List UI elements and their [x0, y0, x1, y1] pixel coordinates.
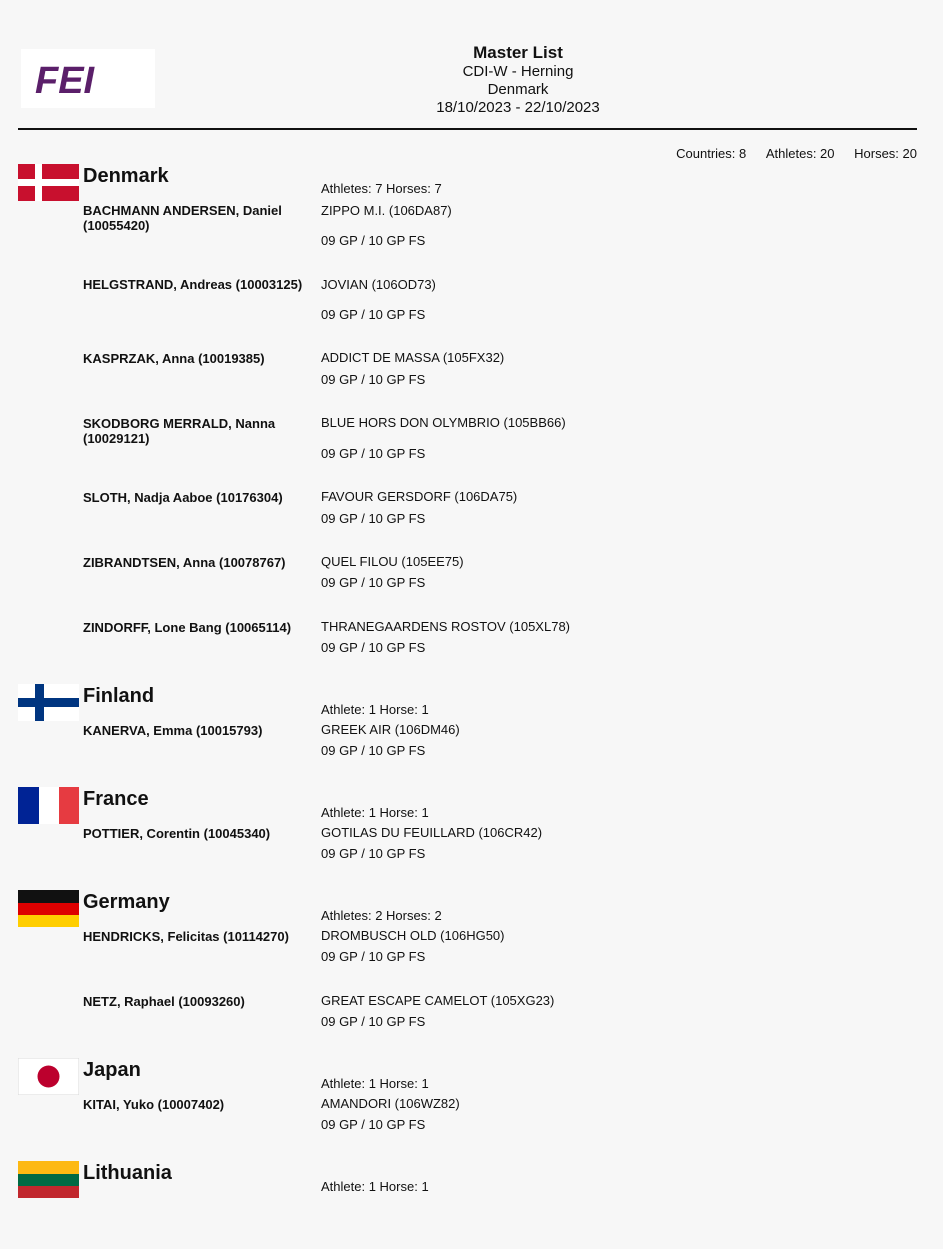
- athlete-name: BACHMANN ANDERSEN, Daniel (10055420): [83, 203, 282, 233]
- fei-logo-icon: [33, 61, 145, 97]
- horse-name: FAVOUR GERSDORF (106DA75): [321, 489, 518, 504]
- athlete-name: ZINDORFF, Lone Bang (10065114): [83, 620, 292, 635]
- athlete-name: KANERVA, Emma (10015793): [83, 723, 263, 738]
- totals-summary: [660, 146, 917, 161]
- athlete-name: SLOTH, Nadja Aaboe (10176304): [83, 490, 283, 505]
- finland-flag-icon: [18, 684, 79, 721]
- denmark-flag-icon: [18, 164, 79, 201]
- competitions: 09 GP / 10 GP FS: [321, 640, 426, 655]
- germany-flag-icon: [18, 890, 79, 927]
- country-name: Finland: [83, 685, 155, 707]
- country-counts: Athlete: 1 Horse: 1: [321, 702, 429, 717]
- horse-name: BLUE HORS DON OLYMBRIO (105BB66): [321, 415, 566, 430]
- country-name: Lithuania: [83, 1162, 172, 1184]
- horse-name: AMANDORI (106WZ82): [321, 1096, 460, 1111]
- country-counts: Athlete: 1 Horse: 1: [321, 1179, 429, 1194]
- total-horses: Horses: 20: [854, 146, 917, 161]
- athlete-name: SKODBORG MERRALD, Nanna (10029121): [83, 416, 276, 446]
- horse-name: GREAT ESCAPE CAMELOT (105XG23): [321, 993, 555, 1008]
- horse-name: QUEL FILOU (105EE75): [321, 554, 464, 569]
- event-name: CDI-W - Herning: [462, 63, 574, 80]
- total-countries: Countries: 8: [676, 146, 747, 161]
- country-counts: Athletes: 2 Horses: 2: [321, 908, 442, 923]
- competitions: 09 GP / 10 GP FS: [321, 743, 426, 758]
- horse-name: JOVIAN (106OD73): [321, 277, 436, 292]
- horse-name: ADDICT DE MASSA (105FX32): [321, 350, 505, 365]
- country-counts: Athlete: 1 Horse: 1: [321, 805, 429, 820]
- france-flag-icon: [18, 787, 79, 824]
- competitions: 09 GP / 10 GP FS: [321, 575, 426, 590]
- event-country: Denmark: [487, 81, 549, 98]
- country-counts: Athletes: 7 Horses: 7: [321, 181, 442, 196]
- horse-name: GOTILAS DU FEUILLARD (106CR42): [321, 825, 543, 840]
- competitions: 09 GP / 10 GP FS: [321, 949, 426, 964]
- horse-name: DROMBUSCH OLD (106HG50): [321, 928, 505, 943]
- horse-name: ZIPPO M.I. (106DA87): [321, 203, 452, 218]
- lithuania-flag-icon: [18, 1161, 79, 1198]
- country-name: Germany: [83, 891, 170, 913]
- competitions: 09 GP / 10 GP FS: [321, 511, 426, 526]
- header-divider: [18, 128, 917, 130]
- athlete-name: NETZ, Raphael (10093260): [83, 994, 245, 1009]
- athlete-name: HENDRICKS, Felicitas (10114270): [83, 929, 289, 944]
- document-header: [300, 43, 736, 117]
- athlete-name: HELGSTRAND, Andreas (10003125): [83, 277, 303, 292]
- athlete-name: KITAI, Yuko (10007402): [83, 1097, 225, 1112]
- competitions: 09 GP / 10 GP FS: [321, 846, 426, 861]
- total-athletes: Athletes: 20: [765, 146, 835, 161]
- competitions: 09 GP / 10 GP FS: [321, 307, 426, 322]
- country-counts: Athlete: 1 Horse: 1: [321, 1076, 429, 1091]
- competitions: 09 GP / 10 GP FS: [321, 1014, 426, 1029]
- svg-text:FEI: FEI: [35, 61, 95, 97]
- document-title: Master List: [473, 43, 563, 62]
- competitions: 09 GP / 10 GP FS: [321, 372, 426, 387]
- horse-name: GREEK AIR (106DM46): [321, 722, 460, 737]
- competitions: 09 GP / 10 GP FS: [321, 233, 426, 248]
- athlete-name: ZIBRANDTSEN, Anna (10078767): [83, 555, 286, 570]
- japan-flag-icon: [18, 1058, 79, 1095]
- country-name: France: [83, 788, 149, 810]
- event-dates: 18/10/2023 - 22/10/2023: [436, 99, 600, 116]
- fei-logo: [21, 49, 155, 108]
- athlete-name: POTTIER, Corentin (10045340): [83, 826, 271, 841]
- competitions: 09 GP / 10 GP FS: [321, 446, 426, 461]
- competitions: 09 GP / 10 GP FS: [321, 1117, 426, 1132]
- country-name: Japan: [83, 1059, 141, 1081]
- athlete-name: KASPRZAK, Anna (10019385): [83, 351, 265, 366]
- country-name: Denmark: [83, 165, 169, 187]
- horse-name: THRANEGAARDENS ROSTOV (105XL78): [321, 619, 570, 634]
